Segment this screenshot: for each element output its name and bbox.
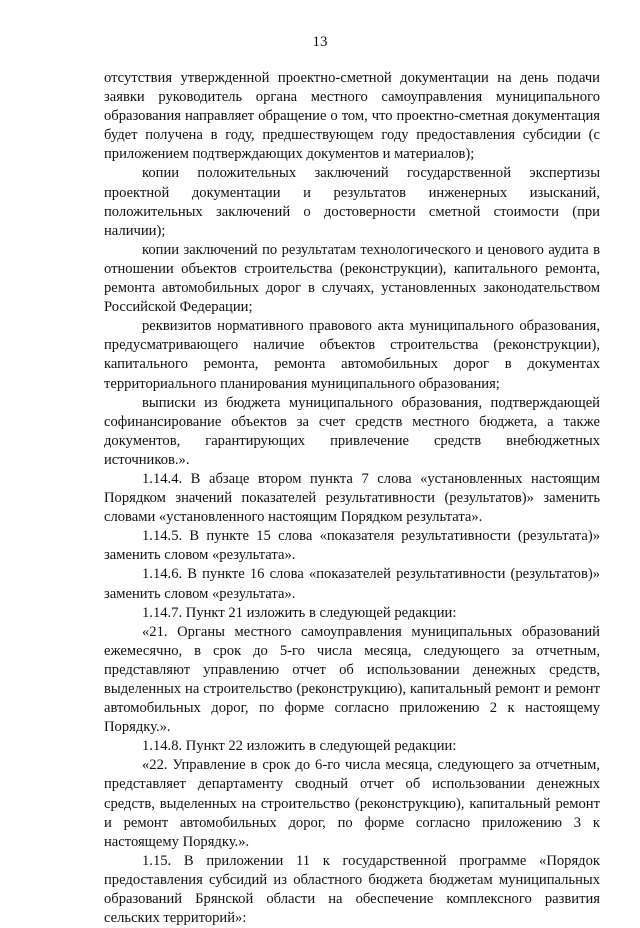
paragraph: 1.14.8. Пункт 22 изложить в следующей редакции: [142,738,457,755]
paragraph: 1.14.7. Пункт 21 изложить в следующей редакции: [142,604,457,621]
paragraph: копии положительных заключений государственной экспертизы проектной документации и результатов инженерных изысканий, положительных заключений о достоверности сметной стоимости (при наличии); [104,165,600,239]
paragraph: выписки из бюджета муниципального образования, подтверждающей софинансирование объектов за счет средств местного бюджета, а также документов, гарантирующих привлечение средств внебюджетных источников.». [104,394,600,468]
page-number: 13 [312,34,328,50]
paragraph: отсутствия утвержденной проектно-сметной документации на день подачи заявки руководитель органа местного самоуправления муниципального образования направляет обращение о том, что проектно-сметная документация будет получена в году, предшествующем году предоставления субсидии (с приложением подтверждающих документов и материалов); [104,70,600,163]
paragraph: 1.14.6. В пункте 16 слова «показателей результативности (результатов)» заменить словом «результата». [104,566,600,602]
paragraph: реквизитов нормативного правового акта муниципального образования, предусматривающего наличие объектов строительства (реконструкции), капитального ремонта, ремонта автомобильных дорог в документах территориального планирования муниципального образования; [104,318,600,392]
paragraph: 1.15. В приложении 11 к государственной программе «Порядок предоставления субсидий из областного бюджета бюджетам муниципальных образований Брянской области на обеспечение комплексного развития сельских территорий»: [104,852,600,927]
paragraph: 1.14.5. В пункте 15 слова «показателя результативности (результата)» заменить словом «результата». [104,528,600,564]
paragraph: «22. Управление в срок до 6-го числа месяца, следующего за отчетным, представляет департаменту сводный отчет об использовании денежных средств, выделенных на строительство (реконструкцию), капитальный ремонт и ремонт автомобильных дорог, по форме согласно приложению 3 к настоящему Порядку.». [104,757,600,850]
document-body [104,69,600,928]
paragraph: 1.14.4. В абзаце втором пункта 7 слова «установленных настоящим Порядком значений показателей результативности (результатов)» заменить словами «установленного настоящим Порядком результата». [104,470,600,526]
paragraph: копии заключений по результатам технологического и ценового аудита в отношении объектов строительства (реконструкции), капитального ремонта, ремонта автомобильных дорог в случаях, установленных законодательством Российской Федерации; [104,241,600,316]
paragraph: «21. Органы местного самоуправления муниципальных образований ежемесячно, в срок до 5-го числа месяца, следующего за отчетным, представляют управлению отчет об использовании денежных средств, выделенных на строительство (реконструкцию), капитальный ремонт и ремонт автомобильных дорог, по форме согласно приложению 2 к настоящему Порядку.». [104,623,600,736]
